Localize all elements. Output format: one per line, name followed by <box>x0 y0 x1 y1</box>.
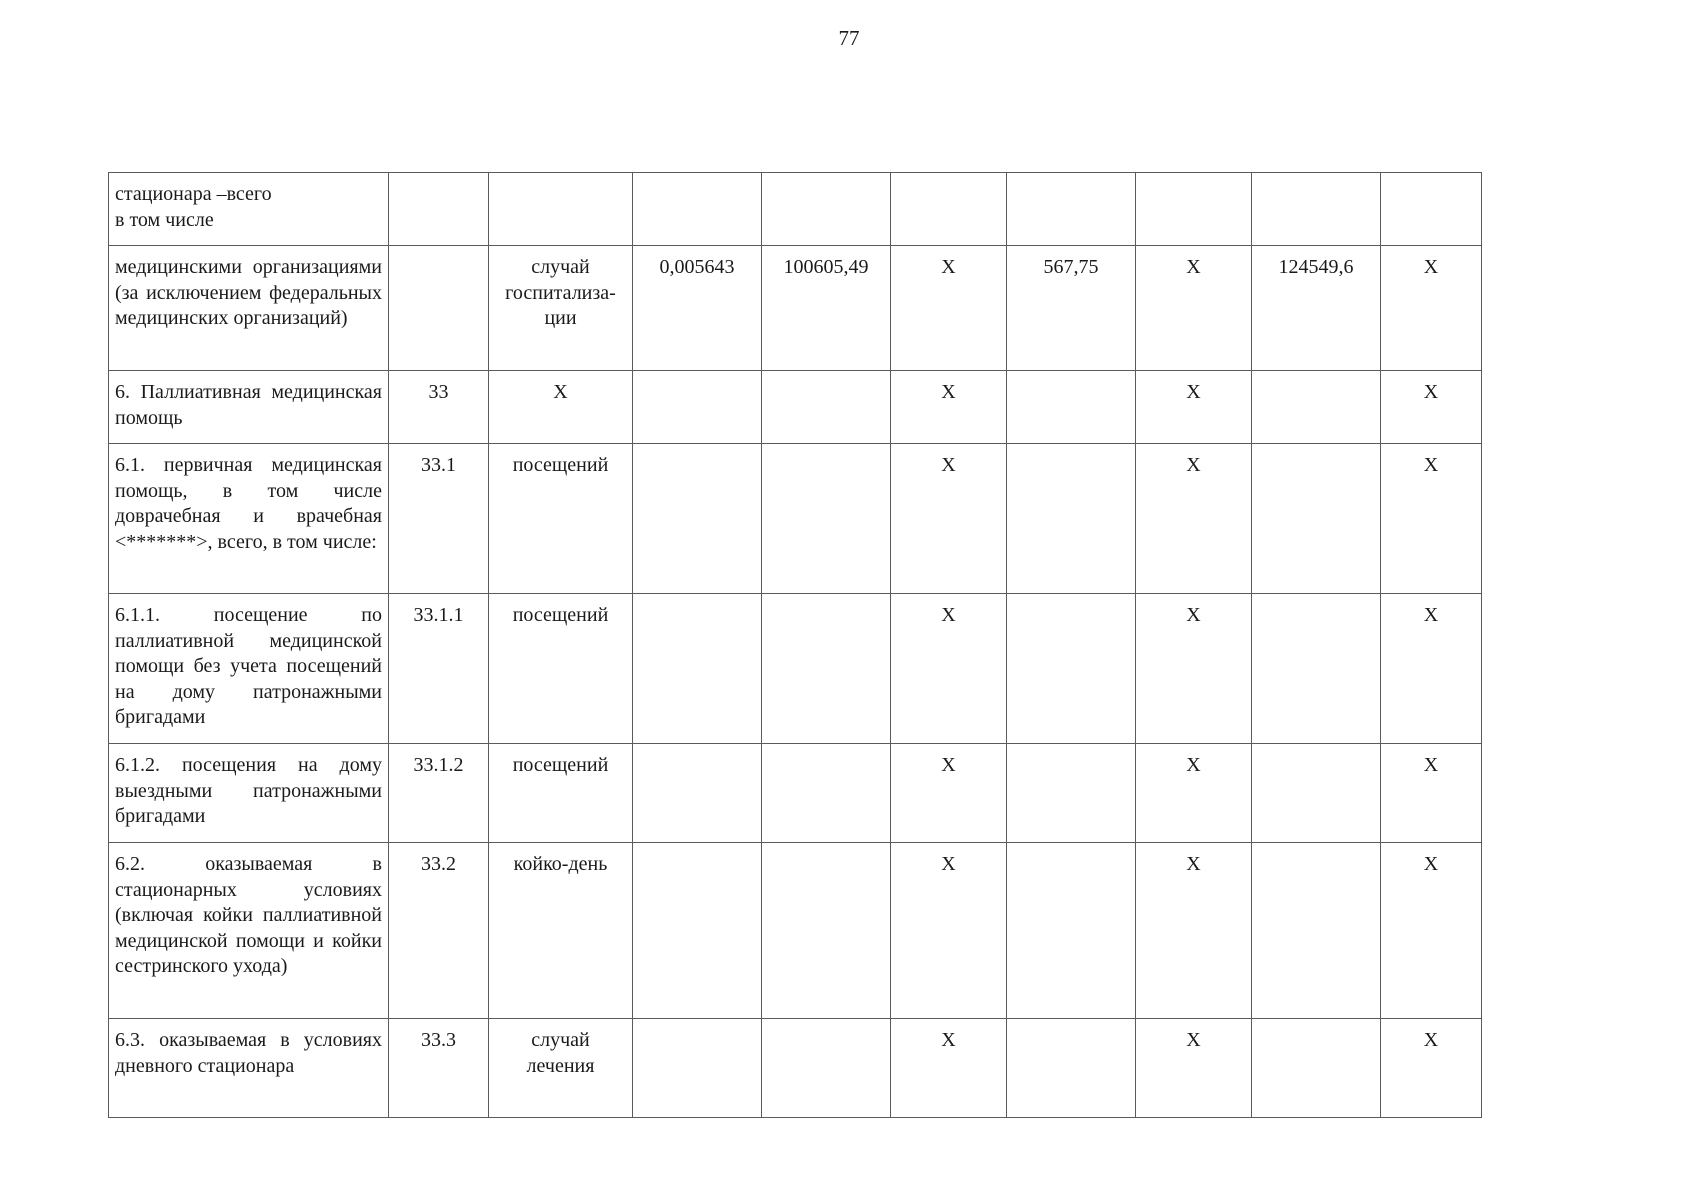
table-row <box>109 246 1482 371</box>
cell-col5 <box>762 371 891 444</box>
table-row <box>109 173 1482 246</box>
cell-col10: X <box>1381 1019 1482 1118</box>
row-name: стационара –всего в том числе <box>109 173 389 246</box>
cell-col10: X <box>1381 371 1482 444</box>
cell-col6: X <box>891 1019 1007 1118</box>
cell-col6: X <box>891 594 1007 744</box>
table-row <box>109 744 1482 843</box>
row-name: 6.1. первичная медицинская помощь, в том числе доврачебная и врачебная <*******>, всего, в том числе: <box>109 444 389 594</box>
row-unit: посещений <box>489 594 633 744</box>
cell-col10: X <box>1381 594 1482 744</box>
cell-col6 <box>891 173 1007 246</box>
cell-col8 <box>1136 173 1252 246</box>
cell-col9 <box>1252 371 1381 444</box>
cell-col6: X <box>891 843 1007 1019</box>
cell-col6: X <box>891 744 1007 843</box>
cell-col7 <box>1007 594 1136 744</box>
row-code <box>389 246 489 371</box>
table-row <box>109 594 1482 744</box>
row-name: 6.1.2. посещения на дому выездными патронажными бригадами <box>109 744 389 843</box>
page-number: 77 <box>838 26 860 50</box>
row-unit: X <box>489 371 633 444</box>
cell-col4 <box>633 1019 762 1118</box>
cell-col8: X <box>1136 1019 1252 1118</box>
cell-col4: 0,005643 <box>633 246 762 371</box>
cell-col5 <box>762 843 891 1019</box>
row-code: 33.1 <box>389 444 489 594</box>
cell-col8: X <box>1136 744 1252 843</box>
data-table <box>108 172 1482 1118</box>
cell-col5 <box>762 1019 891 1118</box>
cell-col9 <box>1252 173 1381 246</box>
cell-col5 <box>762 594 891 744</box>
cell-col4 <box>633 173 762 246</box>
row-unit: случай лечения <box>489 1019 633 1118</box>
cell-col6: X <box>891 444 1007 594</box>
cell-col8: X <box>1136 246 1252 371</box>
row-name: 6. Паллиативная медицинская помощь <box>109 371 389 444</box>
cell-col4 <box>633 843 762 1019</box>
cell-col9: 124549,6 <box>1252 246 1381 371</box>
cell-col8: X <box>1136 371 1252 444</box>
row-code: 33.1.1 <box>389 594 489 744</box>
cell-col7: 567,75 <box>1007 246 1136 371</box>
cell-col5 <box>762 173 891 246</box>
row-code: 33.2 <box>389 843 489 1019</box>
cell-col10: X <box>1381 843 1482 1019</box>
table-row <box>109 1019 1482 1118</box>
cell-col9 <box>1252 444 1381 594</box>
cell-col8: X <box>1136 843 1252 1019</box>
row-unit: койко-день <box>489 843 633 1019</box>
cell-col8: X <box>1136 594 1252 744</box>
cell-col4 <box>633 444 762 594</box>
cell-col4 <box>633 371 762 444</box>
cell-col10 <box>1381 173 1482 246</box>
cell-col10: X <box>1381 246 1482 371</box>
cell-col7 <box>1007 371 1136 444</box>
row-name: 6.1.1. посещение по паллиативной медицинской помощи без учета посещений на дому патронажными бригадами <box>109 594 389 744</box>
table-row <box>109 843 1482 1019</box>
cell-col10: X <box>1381 744 1482 843</box>
cell-col6: X <box>891 371 1007 444</box>
cell-col9 <box>1252 594 1381 744</box>
cell-col10: X <box>1381 444 1482 594</box>
row-code <box>389 173 489 246</box>
table-row <box>109 444 1482 594</box>
cell-col7 <box>1007 843 1136 1019</box>
row-code: 33.1.2 <box>389 744 489 843</box>
cell-col5: 100605,49 <box>762 246 891 371</box>
cell-col4 <box>633 594 762 744</box>
cell-col7 <box>1007 1019 1136 1118</box>
row-name: медицинскими организациями (за исключением федеральных медицинских организаций) <box>109 246 389 371</box>
cell-col9 <box>1252 1019 1381 1118</box>
cell-col7 <box>1007 173 1136 246</box>
row-code: 33.3 <box>389 1019 489 1118</box>
cell-col7 <box>1007 444 1136 594</box>
cell-col4 <box>633 744 762 843</box>
row-unit: посещений <box>489 744 633 843</box>
row-unit <box>489 173 633 246</box>
cell-col9 <box>1252 843 1381 1019</box>
row-unit: посещений <box>489 444 633 594</box>
cell-col8: X <box>1136 444 1252 594</box>
table-row <box>109 371 1482 444</box>
cell-col7 <box>1007 744 1136 843</box>
cell-col5 <box>762 444 891 594</box>
row-name: 6.2. оказываемая в стационарных условиях (включая койки паллиативной медицинской помощи и койки сестринского ухода) <box>109 843 389 1019</box>
cell-col9 <box>1252 744 1381 843</box>
row-name: 6.3. оказываемая в условиях дневного стационара <box>109 1019 389 1118</box>
row-code: 33 <box>389 371 489 444</box>
cell-col6: X <box>891 246 1007 371</box>
row-unit: случай госпитализа-ции <box>489 246 633 371</box>
cell-col5 <box>762 744 891 843</box>
